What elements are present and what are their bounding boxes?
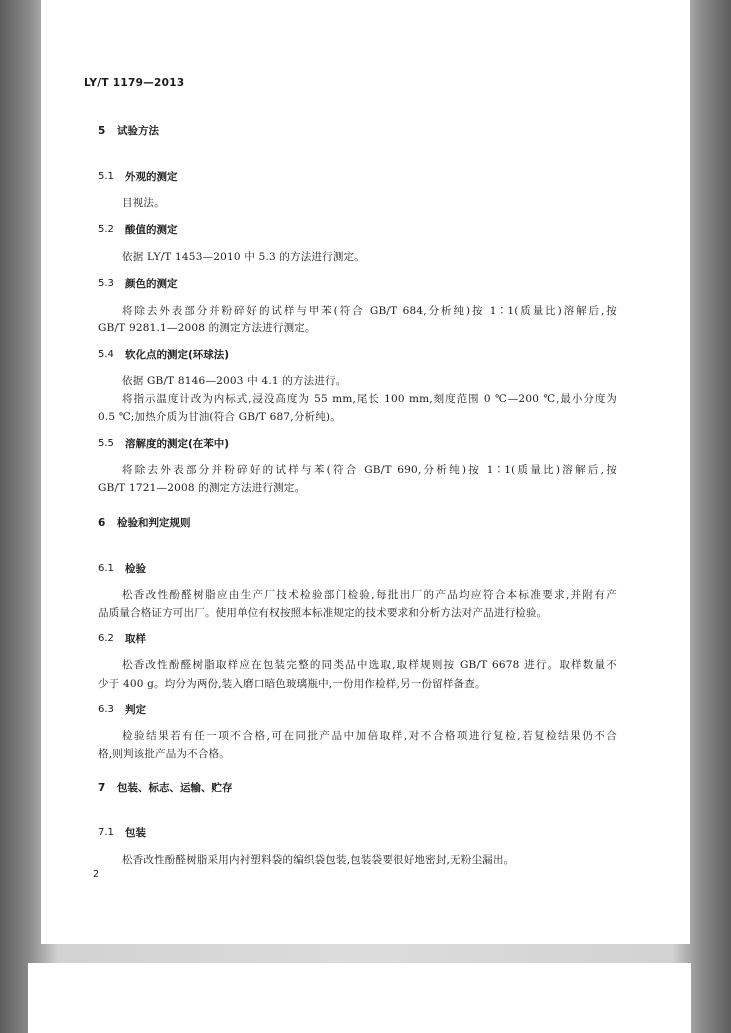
section-6-3-number: 6.3 — [98, 704, 114, 715]
section-5-5-title: 溶解度的测定(在苯中) — [125, 438, 230, 450]
section-6-number: 6 — [98, 517, 106, 529]
section-6-1-text-line-2: 品质量合格证方可出厂。使用单位有权按照本标准规定的技术要求和分析方法对产品进行检验。 — [98, 607, 548, 619]
section-7-title: 包装、标志、运输、贮存 — [117, 782, 233, 794]
section-6-2-number: 6.2 — [98, 633, 114, 644]
section-5-4-number: 5.4 — [98, 349, 114, 360]
section-5-3-number: 5.3 — [98, 278, 114, 289]
section-7-1-title: 包装 — [125, 827, 146, 839]
section-6-3-title: 判定 — [125, 704, 146, 716]
section-5-5-text-line-2: GB/T 1721—2008 的测定方法进行测定。 — [98, 482, 306, 494]
section-6-1-number: 6.1 — [98, 563, 114, 574]
section-7-1-number: 7.1 — [98, 827, 114, 838]
section-5-5-number: 5.5 — [98, 438, 114, 449]
section-6-2-title: 取样 — [125, 633, 146, 645]
section-5-1-title: 外观的测定 — [125, 171, 178, 183]
section-6-2-text-line-2: 少于 400 g。均分为两份,装入磨口暗色玻璃瓶中,一份用作检样,另一份留样备查。 — [98, 678, 486, 690]
section-6-1-title: 检验 — [125, 563, 146, 575]
standard-code-header: LY/T 1179—2013 — [84, 77, 185, 89]
page-number: 2 — [93, 869, 100, 880]
section-5-3-title: 颜色的测定 — [125, 278, 178, 290]
section-5-number: 5 — [98, 125, 106, 137]
document-page — [41, 0, 690, 944]
section-6-3-text-line-1: 检验结果若有任一项不合格,可在同批产品中加倍取样,对不合格项进行复检,若复检结果仍不合 — [122, 730, 617, 742]
section-5-4-title: 软化点的测定(环球法) — [125, 349, 230, 361]
section-5-2-number: 5.2 — [98, 224, 114, 235]
section-5-3-text-line-1: 将除去外表部分并粉碎好的试样与甲苯(符合 GB/T 684,分析纯)按 1∶1(质量比)溶解后,按 — [122, 305, 617, 317]
section-6-3-text-line-2: 格,则判该批产品为不合格。 — [98, 748, 230, 760]
section-7-number: 7 — [98, 782, 106, 794]
section-6-2-text-line-1: 松香改性酚醛树脂取样应在包装完整的同类品中选取,取样规则按 GB/T 6678 进行。取样数量不 — [122, 659, 617, 671]
section-5-4-text-2-line-1: 将指示温度计改为内标式,浸没高度为 55 mm,尾长 100 mm,刻度范围 0 ℃—200 ℃,最小分度为 — [122, 393, 617, 405]
section-6-1-text-line-1: 松香改性酚醛树脂应由生产厂技术检验部门检验,每批出厂的产品均应符合本标准要求,并附有产 — [122, 589, 617, 601]
section-5-4-text-1: 依据 GB/T 8146—2003 中 4.1 的方法进行。 — [122, 375, 347, 387]
section-5-1-number: 5.1 — [98, 171, 114, 182]
section-5-1-text: 目视法。 — [122, 197, 165, 209]
section-5-4-text-2-line-2: 0.5 ℃;加热介质为甘油(符合 GB/T 687,分析纯)。 — [98, 411, 341, 423]
section-7-1-text: 松香改性酚醛树脂采用内衬塑料袋的编织袋包装,包装袋要很好地密封,无粉尘漏出。 — [122, 854, 515, 866]
section-5-title: 试验方法 — [117, 125, 159, 137]
next-page-preview — [28, 963, 691, 1033]
section-5-3-text-line-2: GB/T 9281.1—2008 的测定方法进行测定。 — [98, 322, 316, 334]
section-5-2-title: 酸值的测定 — [125, 224, 178, 236]
section-6-title: 检验和判定规则 — [117, 517, 191, 529]
section-5-2-text: 依据 LY/T 1453—2010 中 5.3 的方法进行测定。 — [122, 251, 366, 263]
section-5-5-text-line-1: 将除去外表部分并粉碎好的试样与苯(符合 GB/T 690,分析纯)按 1∶1(质量比)溶解后,按 — [122, 464, 617, 476]
